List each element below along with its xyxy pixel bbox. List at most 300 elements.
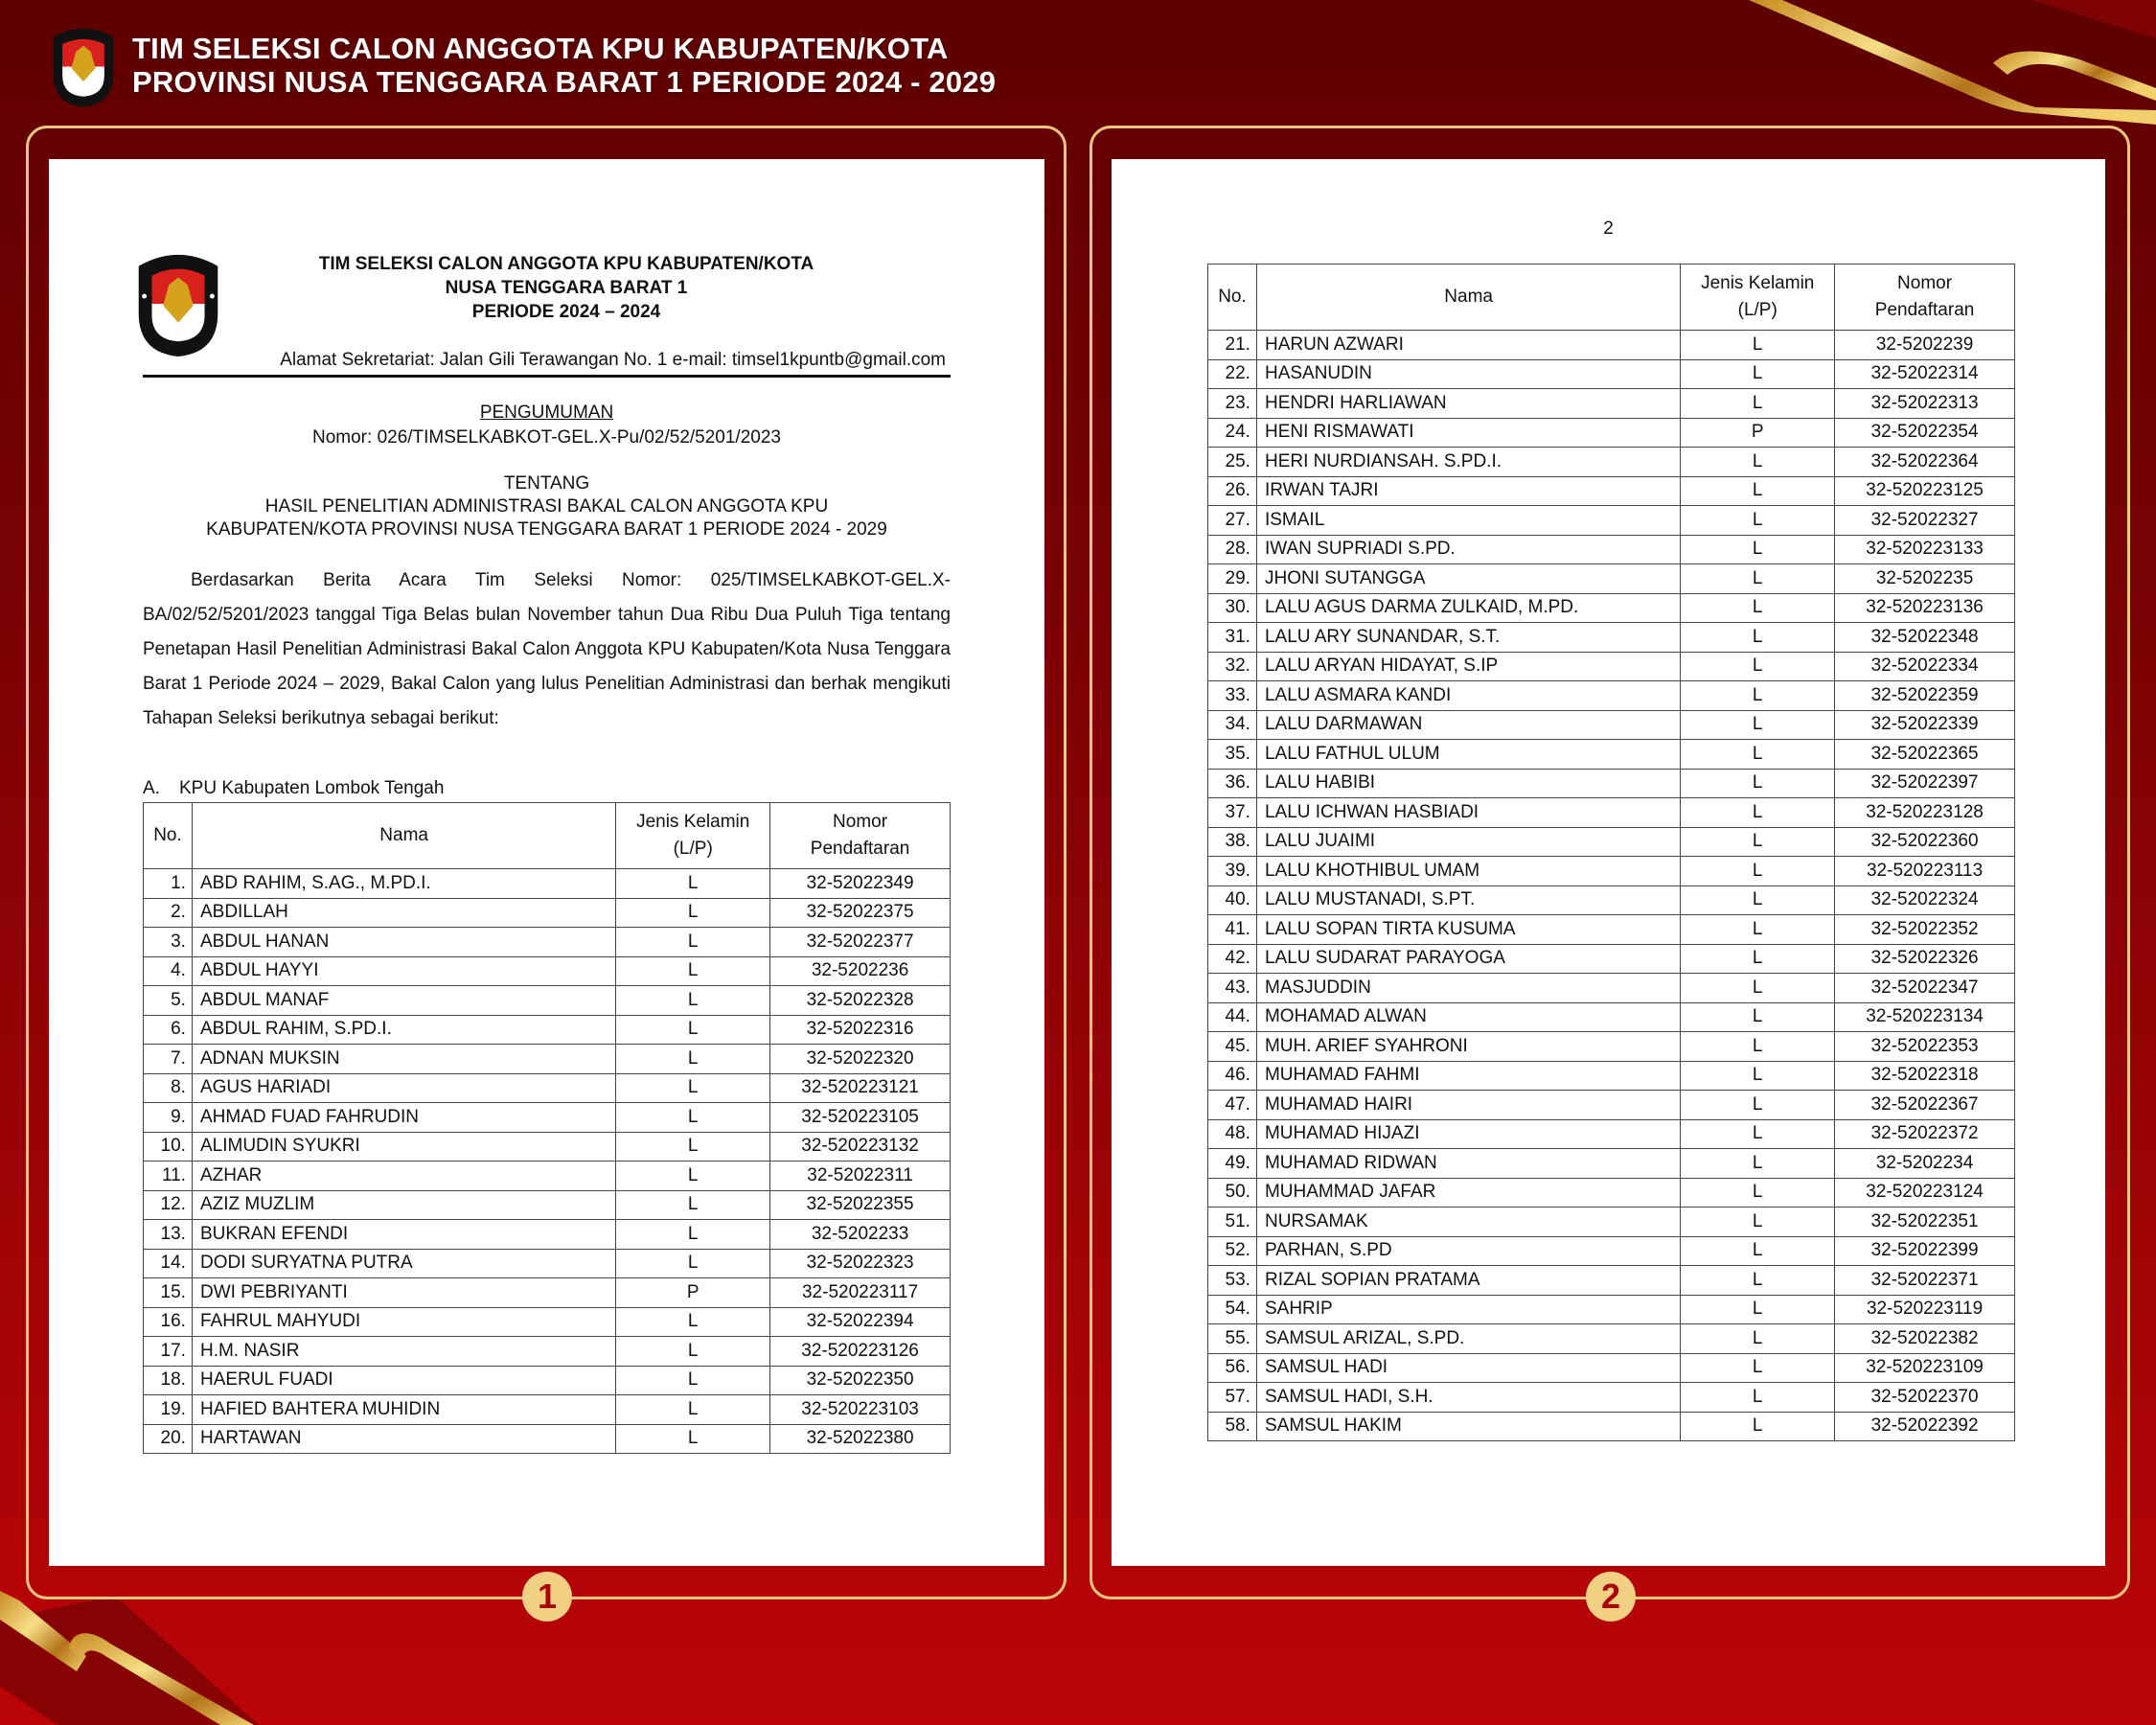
row-number: 41. bbox=[1208, 915, 1257, 945]
row-name: HENDRI HARLIAWAN bbox=[1256, 389, 1680, 419]
row-registration-number: 32-520223103 bbox=[770, 1395, 951, 1425]
row-name: BUKRAN EFENDI bbox=[192, 1220, 615, 1250]
announcement-title: PENGUMUMAN bbox=[479, 402, 614, 423]
row-name: IRWAN TAJRI bbox=[1256, 476, 1680, 506]
row-number: 46. bbox=[1208, 1061, 1257, 1091]
row-registration-number: 32-52022377 bbox=[770, 928, 951, 957]
row-gender: L bbox=[1681, 1324, 1835, 1354]
row-registration-number: 32-520223119 bbox=[1835, 1295, 2015, 1324]
row-name: SAMSUL HAKIM bbox=[1256, 1412, 1680, 1441]
row-gender: L bbox=[616, 1395, 770, 1425]
row-number: 42. bbox=[1208, 944, 1257, 974]
row-number: 28. bbox=[1208, 535, 1257, 564]
table-row bbox=[1208, 1149, 2015, 1179]
table-row bbox=[1208, 331, 2015, 360]
col-header-no: No. bbox=[1208, 264, 1257, 331]
row-number: 12. bbox=[144, 1190, 193, 1220]
row-name: LALU ARYAN HIDAYAT, S.IP bbox=[1256, 652, 1680, 681]
row-registration-number: 32-5202233 bbox=[770, 1220, 951, 1250]
row-registration-number: 32-52022352 bbox=[1835, 915, 2015, 945]
row-name: SAMSUL ARIZAL, S.PD. bbox=[1256, 1324, 1680, 1354]
table-header-row bbox=[1208, 264, 2015, 331]
row-name: LALU HABIBI bbox=[1256, 769, 1680, 798]
table-row bbox=[144, 1278, 951, 1308]
row-name: MASJUDDIN bbox=[1256, 974, 1680, 1003]
row-name: LALU DARMAWAN bbox=[1256, 710, 1680, 740]
row-number: 22. bbox=[1208, 359, 1257, 389]
row-name: SAHRIP bbox=[1256, 1295, 1680, 1324]
row-name: DODI SURYATNA PUTRA bbox=[192, 1249, 615, 1278]
row-number: 38. bbox=[1208, 827, 1257, 857]
col-header-nama: Nama bbox=[192, 803, 615, 869]
table-row bbox=[144, 986, 951, 1016]
row-name: LALU SOPAN TIRTA KUSUMA bbox=[1256, 915, 1680, 945]
row-registration-number: 32-520223105 bbox=[770, 1103, 951, 1133]
table-row bbox=[144, 1307, 951, 1337]
table-row bbox=[144, 1366, 951, 1395]
row-number: 33. bbox=[1208, 681, 1257, 711]
table-row bbox=[1208, 1236, 2015, 1266]
row-registration-number: 32-52022323 bbox=[770, 1249, 951, 1278]
table-row bbox=[144, 1190, 951, 1220]
col-header-no: No. bbox=[144, 803, 193, 869]
row-gender: L bbox=[616, 1132, 770, 1162]
row-number: 6. bbox=[144, 1015, 193, 1045]
table-row bbox=[144, 928, 951, 957]
row-registration-number: 32-52022349 bbox=[770, 869, 951, 899]
row-name: ABDUL MANAF bbox=[192, 986, 615, 1016]
letterhead-divider bbox=[143, 375, 951, 378]
row-name: AGUS HARIADI bbox=[192, 1073, 615, 1103]
page-1-badge[interactable]: 1 bbox=[522, 1572, 572, 1622]
table-row bbox=[1208, 448, 2015, 477]
table-row bbox=[1208, 1208, 2015, 1237]
row-name: IWAN SUPRIADI S.PD. bbox=[1256, 535, 1680, 564]
row-registration-number: 32-52022318 bbox=[1835, 1061, 2015, 1091]
row-number: 32. bbox=[1208, 652, 1257, 681]
table-row bbox=[144, 1249, 951, 1278]
row-gender: L bbox=[1681, 798, 1835, 828]
row-name: HERI NURDIANSAH. S.PD.I. bbox=[1256, 448, 1680, 477]
row-registration-number: 32-5202236 bbox=[770, 956, 951, 986]
col-header-jk: Jenis Kelamin (L/P) bbox=[1681, 264, 1835, 331]
table-row bbox=[1208, 710, 2015, 740]
row-number: 30. bbox=[1208, 593, 1257, 623]
row-name: ABDUL HANAN bbox=[192, 928, 615, 957]
row-name: LALU JUAIMI bbox=[1256, 827, 1680, 857]
table-row bbox=[1208, 389, 2015, 419]
table-row bbox=[144, 1015, 951, 1045]
row-number: 57. bbox=[1208, 1383, 1257, 1413]
row-gender: L bbox=[1681, 1091, 1835, 1120]
row-registration-number: 32-52022355 bbox=[770, 1190, 951, 1220]
row-gender: L bbox=[1681, 1383, 1835, 1413]
row-name: LALU KHOTHIBUL UMAM bbox=[1256, 857, 1680, 886]
col-header-jk: Jenis Kelamin (L/P) bbox=[616, 803, 770, 869]
row-name: SAMSUL HADI, S.H. bbox=[1256, 1383, 1680, 1413]
row-gender: L bbox=[1681, 1295, 1835, 1324]
row-gender: L bbox=[1681, 535, 1835, 564]
row-gender: L bbox=[1681, 1032, 1835, 1062]
row-gender: L bbox=[616, 1162, 770, 1191]
row-registration-number: 32-52022380 bbox=[770, 1424, 951, 1454]
kpu-logo-icon bbox=[129, 247, 227, 356]
row-gender: L bbox=[616, 1220, 770, 1250]
row-name: ABDILLAH bbox=[192, 898, 615, 928]
table-header-row bbox=[144, 803, 951, 869]
row-registration-number: 32-520223117 bbox=[770, 1278, 951, 1308]
row-name: HAFIED BAHTERA MUHIDIN bbox=[192, 1395, 615, 1425]
row-name: AZIZ MUZLIM bbox=[192, 1190, 615, 1220]
subject-line1: HASIL PENELITIAN ADMINISTRASI BAKAL CALON ANGGOTA KPU bbox=[264, 496, 829, 517]
row-gender: L bbox=[616, 956, 770, 986]
kpu-logo-icon bbox=[46, 21, 121, 109]
table-row bbox=[1208, 1295, 2015, 1324]
table-row bbox=[1208, 1002, 2015, 1032]
gold-ribbon-bottom-left bbox=[0, 1591, 287, 1725]
table-row bbox=[1208, 974, 2015, 1003]
row-name: HARTAWAN bbox=[192, 1424, 615, 1454]
row-name: AHMAD FUAD FAHRUDIN bbox=[192, 1103, 615, 1133]
table-row bbox=[1208, 535, 2015, 564]
row-registration-number: 32-52022399 bbox=[1835, 1236, 2015, 1266]
row-registration-number: 32-520223136 bbox=[1835, 593, 2015, 623]
row-gender: L bbox=[1681, 448, 1835, 477]
row-gender: L bbox=[1681, 974, 1835, 1003]
row-registration-number: 32-52022353 bbox=[1835, 1032, 2015, 1062]
row-registration-number: 32-52022394 bbox=[770, 1307, 951, 1337]
row-number: 5. bbox=[144, 986, 193, 1016]
row-number: 18. bbox=[144, 1366, 193, 1395]
row-registration-number: 32-52022382 bbox=[1835, 1324, 2015, 1354]
row-name: LALU ICHWAN HASBIADI bbox=[1256, 798, 1680, 828]
table-row bbox=[1208, 418, 2015, 448]
row-number: 54. bbox=[1208, 1295, 1257, 1324]
announcement-tentang: TENTANG bbox=[503, 473, 590, 494]
row-name: ABDUL HAYYI bbox=[192, 956, 615, 986]
row-name: LALU AGUS DARMA ZULKAID, M.PD. bbox=[1256, 593, 1680, 623]
table-row bbox=[1208, 564, 2015, 594]
row-number: 23. bbox=[1208, 389, 1257, 419]
row-registration-number: 32-52022339 bbox=[1835, 710, 2015, 740]
row-gender: L bbox=[1681, 857, 1835, 886]
row-number: 51. bbox=[1208, 1208, 1257, 1237]
row-registration-number: 32-52022367 bbox=[1835, 1091, 2015, 1120]
table-row bbox=[144, 1424, 951, 1454]
row-gender: L bbox=[1681, 710, 1835, 740]
row-gender: L bbox=[1681, 1412, 1835, 1441]
row-number: 25. bbox=[1208, 448, 1257, 477]
row-number: 55. bbox=[1208, 1324, 1257, 1354]
row-number: 21. bbox=[1208, 331, 1257, 360]
row-registration-number: 32-52022359 bbox=[1835, 681, 2015, 711]
row-registration-number: 32-520223132 bbox=[770, 1132, 951, 1162]
row-number: 58. bbox=[1208, 1412, 1257, 1441]
table-row bbox=[144, 1395, 951, 1425]
table-row bbox=[144, 869, 951, 899]
row-registration-number: 32-52022334 bbox=[1835, 652, 2015, 681]
table-row bbox=[1208, 1353, 2015, 1383]
col-header-nomor: Nomor Pendaftaran bbox=[1835, 264, 2015, 331]
row-registration-number: 32-52022324 bbox=[1835, 886, 2015, 915]
letterhead-title bbox=[221, 252, 911, 324]
row-registration-number: 32-52022365 bbox=[1835, 740, 2015, 770]
row-number: 40. bbox=[1208, 886, 1257, 915]
row-registration-number: 32-52022347 bbox=[1835, 974, 2015, 1003]
table-row bbox=[1208, 857, 2015, 886]
row-number: 10. bbox=[144, 1132, 193, 1162]
row-gender: L bbox=[616, 1366, 770, 1395]
table-row bbox=[1208, 1119, 2015, 1149]
letterhead-line1: TIM SELEKSI CALON ANGGOTA KPU KABUPATEN/KOTA bbox=[318, 254, 814, 274]
row-registration-number: 32-52022314 bbox=[1835, 359, 2015, 389]
row-number: 15. bbox=[144, 1278, 193, 1308]
row-gender: L bbox=[616, 1045, 770, 1074]
row-registration-number: 32-52022311 bbox=[770, 1162, 951, 1191]
row-name: MOHAMAD ALWAN bbox=[1256, 1002, 1680, 1032]
row-registration-number: 32-5202234 bbox=[1835, 1149, 2015, 1179]
row-number: 37. bbox=[1208, 798, 1257, 828]
page-number: 2 bbox=[1603, 218, 1614, 239]
row-name: FAHRUL MAHYUDI bbox=[192, 1307, 615, 1337]
row-number: 47. bbox=[1208, 1091, 1257, 1120]
row-registration-number: 32-52022392 bbox=[1835, 1412, 2015, 1441]
row-gender: L bbox=[1681, 506, 1835, 536]
row-registration-number: 32-5202239 bbox=[1835, 331, 2015, 360]
candidate-table-page2 bbox=[1207, 264, 2015, 1441]
row-registration-number: 32-52022350 bbox=[770, 1366, 951, 1395]
row-gender: L bbox=[1681, 1353, 1835, 1383]
row-gender: L bbox=[616, 1103, 770, 1133]
row-gender: L bbox=[1681, 623, 1835, 653]
table-row bbox=[1208, 915, 2015, 945]
table-row bbox=[144, 1132, 951, 1162]
row-registration-number: 32-520223125 bbox=[1835, 476, 2015, 506]
row-name: HARUN AZWARI bbox=[1256, 331, 1680, 360]
row-gender: L bbox=[1681, 1119, 1835, 1149]
row-name: ALIMUDIN SYUKRI bbox=[192, 1132, 615, 1162]
row-gender: L bbox=[616, 1307, 770, 1337]
row-gender: L bbox=[1681, 1061, 1835, 1091]
table-row bbox=[1208, 506, 2015, 536]
row-name: HENI RISMAWATI bbox=[1256, 418, 1680, 448]
row-registration-number: 32-520223124 bbox=[1835, 1178, 2015, 1208]
row-gender: L bbox=[1681, 389, 1835, 419]
row-gender: L bbox=[1681, 564, 1835, 594]
row-gender: L bbox=[1681, 681, 1835, 711]
row-name: LALU FATHUL ULUM bbox=[1256, 740, 1680, 770]
row-gender: L bbox=[1681, 915, 1835, 945]
row-gender: L bbox=[1681, 1149, 1835, 1179]
row-registration-number: 32-520223128 bbox=[1835, 798, 2015, 828]
subject-line2: KABUPATEN/KOTA PROVINSI NUSA TENGGARA BARAT 1 PERIODE 2024 - 2029 bbox=[206, 519, 887, 540]
table-row bbox=[144, 956, 951, 986]
row-gender: L bbox=[1681, 769, 1835, 798]
row-gender: L bbox=[1681, 827, 1835, 857]
row-gender: L bbox=[1681, 1236, 1835, 1266]
row-number: 31. bbox=[1208, 623, 1257, 653]
table-row bbox=[1208, 798, 2015, 828]
table-row bbox=[144, 1337, 951, 1367]
row-name: LALU ASMARA KANDI bbox=[1256, 681, 1680, 711]
row-number: 3. bbox=[144, 928, 193, 957]
row-registration-number: 32-52022364 bbox=[1835, 448, 2015, 477]
candidate-table-page1 bbox=[143, 802, 951, 1454]
row-number: 27. bbox=[1208, 506, 1257, 536]
row-number: 53. bbox=[1208, 1266, 1257, 1296]
row-number: 8. bbox=[144, 1073, 193, 1103]
row-registration-number: 32-52022313 bbox=[1835, 389, 2015, 419]
table-row bbox=[1208, 1178, 2015, 1208]
row-registration-number: 32-52022375 bbox=[770, 898, 951, 928]
row-number: 48. bbox=[1208, 1119, 1257, 1149]
row-registration-number: 32-52022320 bbox=[770, 1045, 951, 1074]
letterhead-address: Alamat Sekretariat: Jalan Gili Terawangan No. 1 e-mail: timsel1kpuntb@gmail.com bbox=[280, 350, 946, 370]
row-gender: L bbox=[616, 1190, 770, 1220]
row-gender: L bbox=[616, 1337, 770, 1367]
row-name: NURSAMAK bbox=[1256, 1208, 1680, 1237]
row-number: 49. bbox=[1208, 1149, 1257, 1179]
table-row bbox=[1208, 1412, 2015, 1441]
row-number: 2. bbox=[144, 898, 193, 928]
row-number: 1. bbox=[144, 869, 193, 899]
row-gender: L bbox=[616, 1015, 770, 1045]
row-registration-number: 32-52022351 bbox=[1835, 1208, 2015, 1237]
row-number: 16. bbox=[144, 1307, 193, 1337]
row-registration-number: 32-52022326 bbox=[1835, 944, 2015, 974]
row-registration-number: 32-520223113 bbox=[1835, 857, 2015, 886]
row-gender: L bbox=[1681, 886, 1835, 915]
table-row bbox=[144, 898, 951, 928]
row-number: 44. bbox=[1208, 1002, 1257, 1032]
row-name: AZHAR bbox=[192, 1162, 615, 1191]
row-gender: L bbox=[616, 1073, 770, 1103]
row-name: SAMSUL HADI bbox=[1256, 1353, 1680, 1383]
row-registration-number: 32-5202235 bbox=[1835, 564, 2015, 594]
row-number: 34. bbox=[1208, 710, 1257, 740]
row-registration-number: 32-52022354 bbox=[1835, 418, 2015, 448]
row-gender: L bbox=[616, 869, 770, 899]
table-row bbox=[1208, 623, 2015, 653]
row-registration-number: 32-52022328 bbox=[770, 986, 951, 1016]
row-name: MUHAMAD RIDWAN bbox=[1256, 1149, 1680, 1179]
row-registration-number: 32-52022360 bbox=[1835, 827, 2015, 857]
row-name: HAERUL FUADI bbox=[192, 1366, 615, 1395]
row-name: ISMAIL bbox=[1256, 506, 1680, 536]
body-paragraph: Berdasarkan Berita Acara Tim Seleksi Nomor: 025/TIMSELKABKOT-GEL.X-BA/02/52/5201/2023 tanggal Tiga Belas bulan November tahun Dua Ribu Dua Puluh Tiga tentang Penetapan Hasil Penelitian Administrasi Bakal Calon Anggota KPU Kabupaten/Kota Nusa Tenggara Barat 1 Periode 2024 – 2029, Bakal Calon yang lulus Penelitian Administrasi dan berhak mengikuti Tahapan Seleksi berikutnya sebagai berikut: bbox=[143, 570, 951, 728]
document-page-1 bbox=[49, 159, 1044, 1566]
letterhead-line2: NUSA TENGGARA BARAT 1 bbox=[445, 278, 688, 298]
row-number: 26. bbox=[1208, 476, 1257, 506]
row-gender: L bbox=[1681, 1002, 1835, 1032]
row-gender: L bbox=[616, 1424, 770, 1454]
row-registration-number: 32-52022316 bbox=[770, 1015, 951, 1045]
table-row bbox=[1208, 886, 2015, 915]
table-row bbox=[1208, 1383, 2015, 1413]
row-name: PARHAN, S.PD bbox=[1256, 1236, 1680, 1266]
table-row bbox=[144, 1162, 951, 1191]
row-registration-number: 32-520223134 bbox=[1835, 1002, 2015, 1032]
table-row bbox=[1208, 740, 2015, 770]
row-registration-number: 32-52022371 bbox=[1835, 1266, 2015, 1296]
row-name: ABD RAHIM, S.AG., M.PD.I. bbox=[192, 869, 615, 899]
letterhead-line3: PERIODE 2024 – 2024 bbox=[471, 302, 661, 322]
row-number: 45. bbox=[1208, 1032, 1257, 1062]
table-row bbox=[1208, 769, 2015, 798]
row-gender: P bbox=[616, 1278, 770, 1308]
header-title-line2: PROVINSI NUSA TENGGARA BARAT 1 PERIODE 2024 - 2029 bbox=[132, 65, 997, 99]
table-row bbox=[1208, 593, 2015, 623]
row-registration-number: 32-520223133 bbox=[1835, 535, 2015, 564]
page-2-badge[interactable]: 2 bbox=[1586, 1572, 1636, 1622]
table-row bbox=[1208, 1032, 2015, 1062]
row-number: 11. bbox=[144, 1162, 193, 1191]
section-letter: A. bbox=[143, 778, 160, 798]
row-registration-number: 32-52022397 bbox=[1835, 769, 2015, 798]
page-header bbox=[46, 21, 996, 109]
row-number: 52. bbox=[1208, 1236, 1257, 1266]
row-number: 19. bbox=[144, 1395, 193, 1425]
row-gender: L bbox=[1681, 1208, 1835, 1237]
table-row bbox=[1208, 1061, 2015, 1091]
header-title-line1: TIM SELEKSI CALON ANGGOTA KPU KABUPATEN/KOTA bbox=[132, 32, 949, 65]
row-name: LALU MUSTANADI, S.PT. bbox=[1256, 886, 1680, 915]
row-name: MUHAMAD HAIRI bbox=[1256, 1091, 1680, 1120]
row-name: ADNAN MUKSIN bbox=[192, 1045, 615, 1074]
row-number: 7. bbox=[144, 1045, 193, 1074]
row-number: 13. bbox=[144, 1220, 193, 1250]
row-gender: L bbox=[616, 928, 770, 957]
row-number: 50. bbox=[1208, 1178, 1257, 1208]
row-gender: L bbox=[1681, 652, 1835, 681]
table-row bbox=[1208, 1324, 2015, 1354]
row-name: MUH. ARIEF SYAHRONI bbox=[1256, 1032, 1680, 1062]
col-header-nama: Nama bbox=[1256, 264, 1680, 331]
row-name: MUHAMAD HIJAZI bbox=[1256, 1119, 1680, 1149]
table-row bbox=[144, 1045, 951, 1074]
row-number: 4. bbox=[144, 956, 193, 986]
table-row bbox=[1208, 681, 2015, 711]
row-number: 20. bbox=[144, 1424, 193, 1454]
announcement-subject bbox=[143, 495, 951, 541]
announcement-number: Nomor: 026/TIMSELKABKOT-GEL.X-Pu/02/52/5201/2023 bbox=[312, 427, 781, 448]
row-number: 24. bbox=[1208, 418, 1257, 448]
row-gender: L bbox=[1681, 944, 1835, 974]
row-registration-number: 32-52022370 bbox=[1835, 1383, 2015, 1413]
row-gender: L bbox=[616, 986, 770, 1016]
row-gender: L bbox=[1681, 331, 1835, 360]
row-gender: L bbox=[1681, 1178, 1835, 1208]
row-name: HASANUDIN bbox=[1256, 359, 1680, 389]
table-row bbox=[1208, 476, 2015, 506]
row-number: 29. bbox=[1208, 564, 1257, 594]
row-name: MUHAMAD FAHMI bbox=[1256, 1061, 1680, 1091]
table-row bbox=[1208, 1266, 2015, 1296]
col-header-nomor: Nomor Pendaftaran bbox=[770, 803, 951, 869]
table-row bbox=[1208, 827, 2015, 857]
row-name: H.M. NASIR bbox=[192, 1337, 615, 1367]
row-gender: L bbox=[616, 1249, 770, 1278]
row-gender: L bbox=[1681, 1266, 1835, 1296]
table-row bbox=[1208, 652, 2015, 681]
table-row bbox=[1208, 359, 2015, 389]
row-gender: L bbox=[1681, 359, 1835, 389]
table-row bbox=[1208, 944, 2015, 974]
row-registration-number: 32-520223121 bbox=[770, 1073, 951, 1103]
row-name: LALU ARY SUNANDAR, S.T. bbox=[1256, 623, 1680, 653]
row-number: 43. bbox=[1208, 974, 1257, 1003]
row-number: 36. bbox=[1208, 769, 1257, 798]
